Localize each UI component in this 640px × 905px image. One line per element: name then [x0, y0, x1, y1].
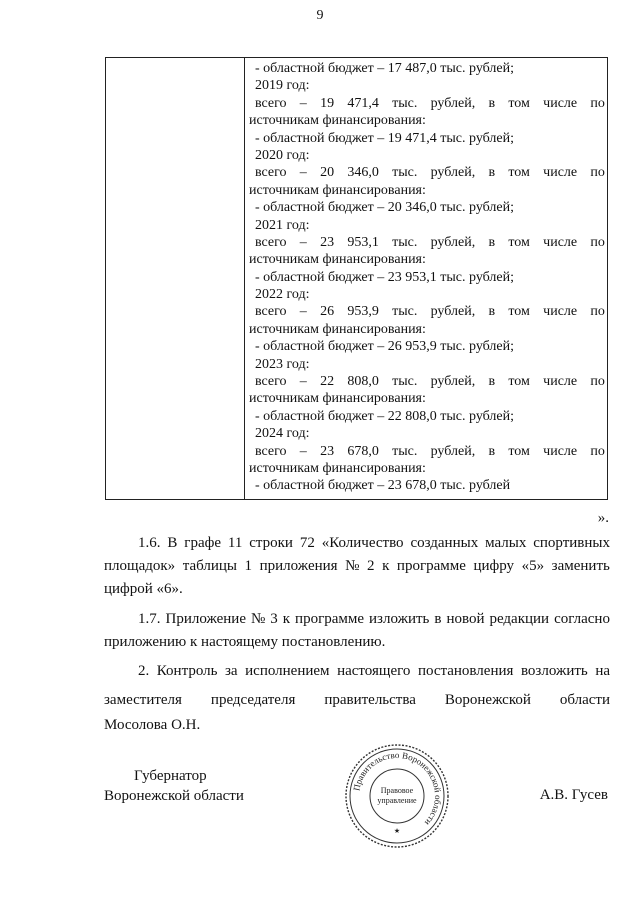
- table-text-line: 2023 год:: [255, 356, 310, 372]
- table-text-line: 2019 год:: [255, 78, 310, 94]
- table-text-line: - областной бюджет – 22 808,0 тыс. рублей;: [255, 408, 514, 424]
- table-text-line: источникам финансирования:: [249, 460, 426, 476]
- paragraph-line: Мосолова О.Н.: [104, 717, 201, 733]
- table-text-line: - областной бюджет – 19 471,4 тыс. рублей;: [255, 130, 514, 146]
- paragraph-line: заместителя председателя правительства Воронежской области: [104, 692, 610, 708]
- table-text-line: всего – 23 678,0 тыс. рублей, в том числе по: [255, 443, 605, 459]
- closing-quote: ».: [597, 510, 609, 526]
- paragraph-1-7: [104, 608, 610, 654]
- table-text-line: - областной бюджет – 17 487,0 тыс. рублей;: [255, 61, 514, 76]
- table-text-line: всего – 20 346,0 тыс. рублей, в том числе по: [255, 165, 605, 181]
- paragraph-2: [104, 660, 610, 737]
- paragraph-1-6: [104, 532, 610, 601]
- table-text-line: источникам финансирования:: [249, 391, 426, 407]
- table-text-line: - областной бюджет – 23 678,0 тыс. рублей: [255, 478, 511, 494]
- budget-table: [105, 57, 608, 500]
- signature-title-line: Воронежской области: [104, 788, 244, 804]
- table-text-line: всего – 26 953,9 тыс. рублей, в том числе по: [255, 304, 605, 320]
- table-right-cell: [245, 58, 607, 499]
- table-left-cell: [106, 58, 245, 499]
- paragraph-line: площадок» таблицы 1 приложения № 2 к программе цифру «5» заменить: [104, 558, 610, 574]
- table-text-line: источникам финансирования:: [249, 113, 426, 129]
- table-text-line: источникам финансирования:: [249, 321, 426, 337]
- signature-title-line: Губернатор: [134, 768, 207, 784]
- table-text-line: 2022 год:: [255, 287, 310, 303]
- table-text-line: 2021 год:: [255, 217, 310, 233]
- table-text-line: всего – 22 808,0 тыс. рублей, в том числе по: [255, 374, 605, 390]
- table-text-line: источникам финансирования:: [249, 252, 426, 268]
- table-text-line: источникам финансирования:: [249, 182, 426, 198]
- official-seal-stamp: [342, 741, 452, 851]
- seal-inner-line: управление: [377, 796, 417, 805]
- table-text-line: 2024 год:: [255, 426, 310, 442]
- paragraph-line: 2. Контроль за исполнением настоящего постановления возложить на: [138, 663, 610, 679]
- signature-title: [104, 766, 244, 806]
- table-text-line: всего – 23 953,1 тыс. рублей, в том числе по: [255, 234, 605, 250]
- page-number: 9: [316, 8, 324, 23]
- table-text-line: - областной бюджет – 23 953,1 тыс. рублей;: [255, 269, 514, 285]
- seal-inner-line: Правовое: [380, 786, 414, 795]
- paragraph-line: приложению к настоящему постановлению.: [104, 634, 386, 650]
- seal-star-icon: ★: [393, 827, 401, 835]
- seal-outer-text: Правительство Воронежской области: [351, 749, 444, 828]
- signatory-name: А.В. Гусев: [539, 787, 608, 803]
- table-text-line: - областной бюджет – 26 953,9 тыс. рублей;: [255, 339, 514, 355]
- table-text-line: - областной бюджет – 20 346,0 тыс. рублей;: [255, 200, 514, 216]
- paragraph-line: 1.7. Приложение № 3 к программе изложить в новой редакции согласно: [138, 611, 610, 627]
- table-text-line: всего – 19 471,4 тыс. рублей, в том числе по: [255, 95, 605, 111]
- table-text-line: 2020 год:: [255, 147, 310, 163]
- paragraph-line: цифрой «6».: [104, 581, 183, 597]
- paragraph-line: 1.6. В графе 11 строки 72 «Количество созданных малых спортивных: [138, 535, 610, 551]
